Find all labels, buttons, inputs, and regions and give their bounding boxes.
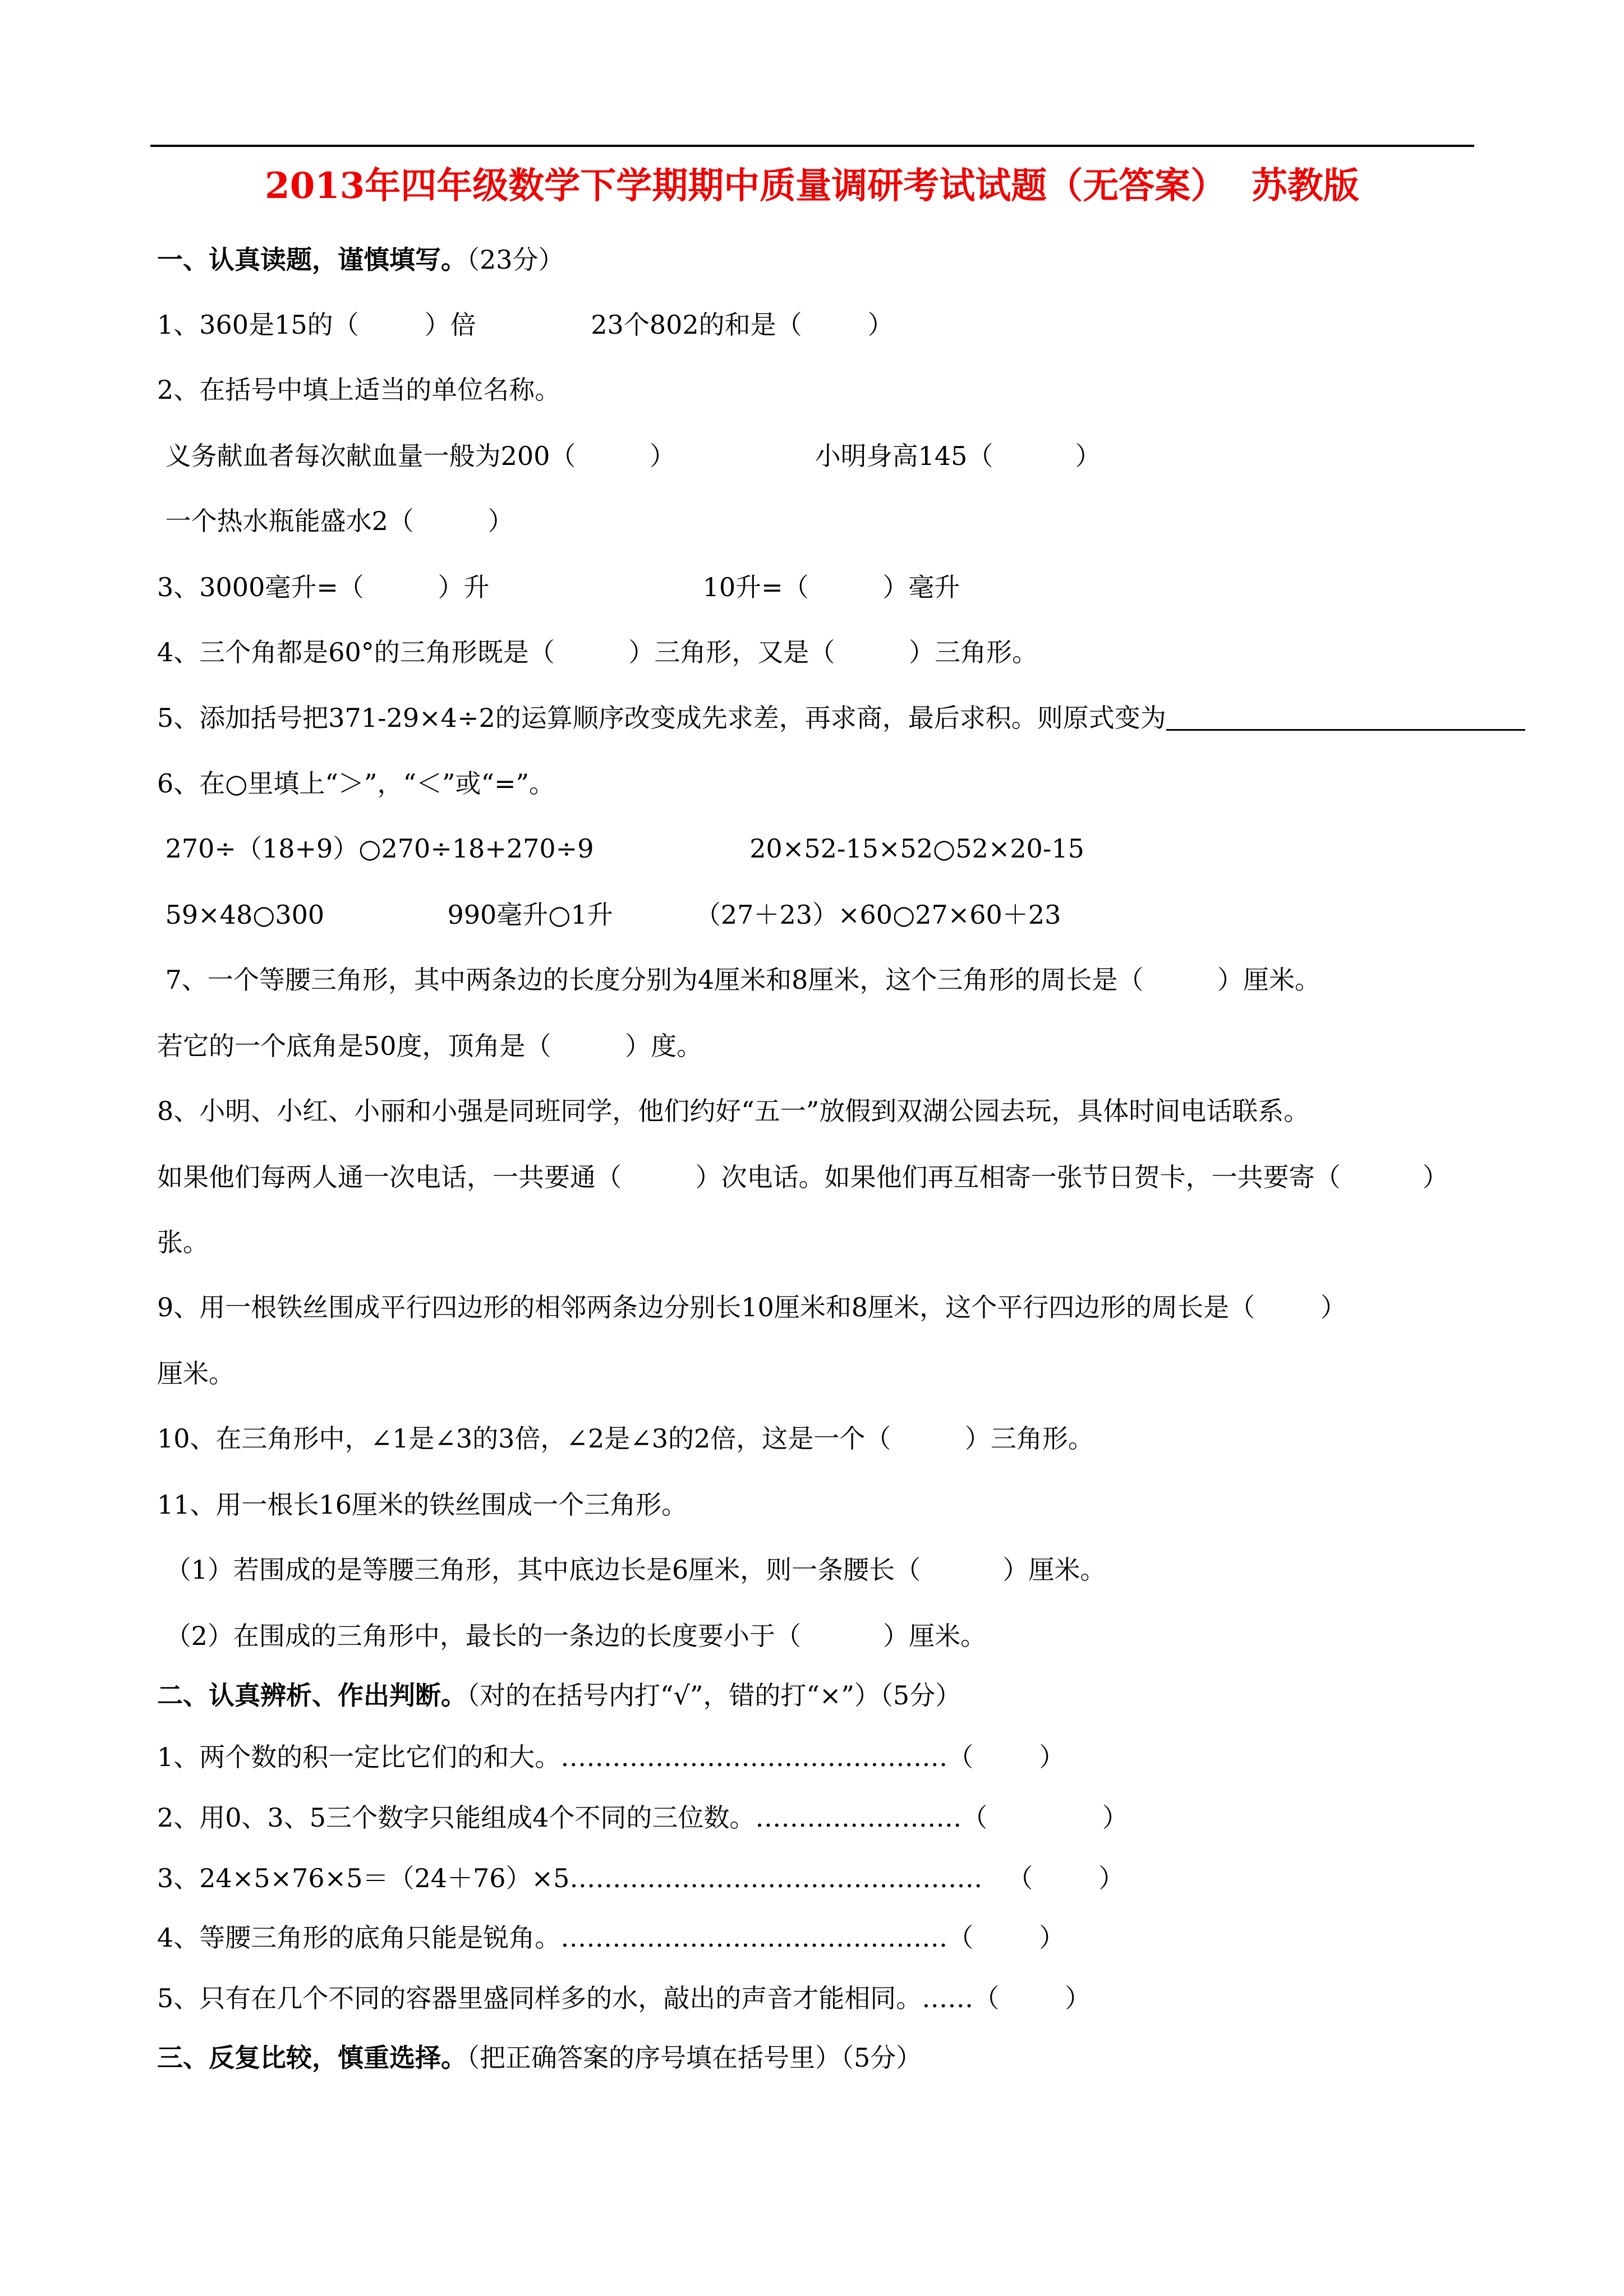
question-line: 9、用一根铁丝围成平行四边形的相邻两条边分别长10厘米和8厘米，这个平行四边形的周长是（ ）: [157, 1292, 1347, 1322]
section-1-heading: [157, 247, 564, 273]
question-line: 厘米。: [157, 1358, 234, 1389]
question-line: 若它的一个底角是50度，顶角是（ ）度。: [157, 1031, 703, 1061]
section-3-title: 三、反复比较，慎重选择。: [157, 2043, 467, 2073]
question-line: 3、3000毫升=（ ）升 10升=（ ）毫升: [157, 572, 960, 602]
answer-blank-line: [1166, 704, 1525, 731]
section-3-heading: [157, 2045, 922, 2071]
section-2-instruction: （对的在括号内打“√”，错的打“×”）（5分）: [467, 1680, 961, 1711]
question-line: 10、在三角形中，∠1是∠3的3倍，∠2是∠3的2倍，这是一个（ ）三角形。: [157, 1423, 1094, 1454]
section-1-title: 一、认真读题，谨慎填写。: [157, 245, 467, 275]
question-line: 6、在○里填上“＞”，“＜”或“=”。: [157, 768, 555, 799]
question-line: 义务献血者每次献血量一般为200（ ） 小明身高145（ ）: [157, 441, 1101, 471]
judgment-line: 5、只有在几个不同的容器里盛同样多的水，敲出的声音才能相同。……（ ）: [157, 1983, 1091, 2013]
question-line: 一个热水瓶能盛水2（ ）: [157, 506, 514, 536]
question-line: 7、一个等腰三角形，其中两条边的长度分别为4厘米和8厘米，这个三角形的周长是（ ）厘米。: [157, 965, 1321, 995]
question-line: 4、三个角都是60°的三角形既是（ ）三角形，又是（ ）三角形。: [157, 637, 1038, 667]
question-line: （2）在围成的三角形中，最长的一条边的长度要小于（ ）厘米。: [157, 1621, 987, 1651]
question-line-with-blank: [157, 704, 1525, 731]
judgment-line: 4、等腰三角形的底角只能是锐角。………………………………………（ ）: [157, 1922, 1065, 1953]
question-line: 8、小明、小红、小丽和小强是同班同学，他们约好“五一”放假到双湖公园去玩，具体时间电话联系。: [157, 1096, 1310, 1126]
top-rule: [150, 145, 1474, 147]
judgment-line: 2、用0、3、5三个数字只能组成4个不同的三位数。……………………（ ）: [157, 1802, 1129, 1833]
question-line: 59×48○300 990毫升○1升 （27＋23）×60○27×60＋23: [157, 900, 1061, 930]
question-line: 如果他们每两人通一次电话，一共要通（ ）次电话。如果他们再互相寄一张节日贺卡，一共要寄（ ）: [157, 1162, 1448, 1192]
question-line: 2、在括号中填上适当的单位名称。: [157, 375, 561, 405]
question-line: 270÷（18+9）○270÷18+270÷9 20×52-15×52○52×20-15: [157, 833, 1084, 864]
section-1-points: （23分）: [467, 245, 564, 275]
question-line: 1、360是15的（ ）倍 23个802的和是（ ）: [157, 310, 894, 340]
judgment-line: 3、24×5×76×5＝（24＋76）×5………………………………………… （ ）: [157, 1863, 1125, 1893]
question-line: 11、用一根长16厘米的铁丝围成一个三角形。: [157, 1490, 688, 1520]
question-line: 张。: [157, 1227, 209, 1257]
judgment-line: 1、两个数的积一定比它们的和大。………………………………………（ ）: [157, 1742, 1065, 1772]
question-text: 5、添加括号把371-29×4÷2的运算顺序改变成先求差，再求商，最后求积。则原式变为: [157, 703, 1166, 733]
exam-title: 2013年四年级数学下学期期中质量调研考试试题（无答案） 苏教版: [265, 165, 1359, 207]
section-2-heading: [157, 1680, 961, 1711]
question-line: （1）若围成的是等腰三角形，其中底边长是6厘米，则一条腰长（ ）厘米。: [157, 1555, 1106, 1585]
section-2-title: 二、认真辨析、作出判断。: [157, 1680, 467, 1711]
section-3-instruction: （把正确答案的序号填在括号里）（5分）: [467, 2043, 922, 2073]
